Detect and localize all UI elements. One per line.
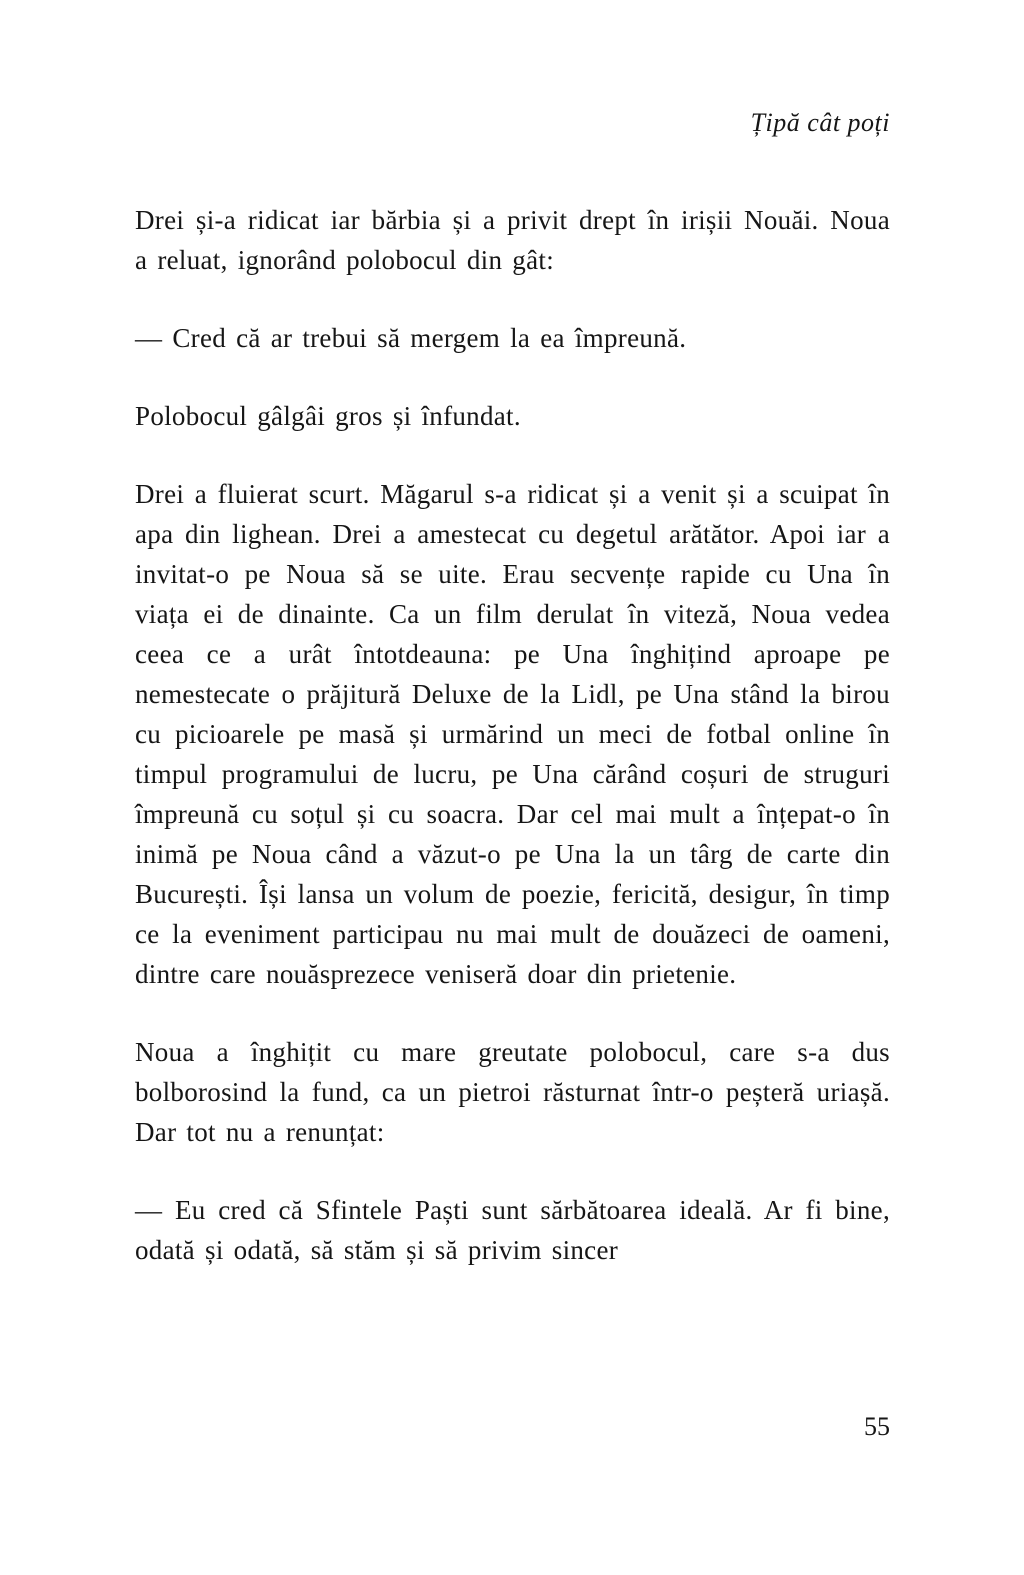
running-header: Țipă cât poți [750, 108, 890, 137]
page-number: 55 [864, 1412, 890, 1441]
paragraph: Polobocul gâlgâi gros și înfundat. [135, 401, 521, 431]
paragraph-dialogue: — Eu cred că Sfintele Paști sunt sărbătoarea ideală. Ar fi bine, odată și odată, să stăm și să privim sincer [135, 1195, 890, 1265]
paragraph: Drei a fluierat scurt. Măgarul s-a ridicat și a venit și a scuipat în apa din lighean. Drei a amestecat cu degetul arătător. Apoi iar a invitat-o pe Noua să se uite. Erau secvențe rapide cu Una în viața ei de dinainte. Ca un film derulat în viteză, Noua vedea ceea ce a urât întotdeauna: pe Una înghițind aproape pe nemestecate o prăjitură Deluxe de la Lidl, pe Una stând la birou cu picioarele pe masă și urmărind un meci de fotbal online în timpul programului de lucru, pe Una cărând coșuri de struguri împreună cu soțul și cu soacra. Dar cel mai mult a înțepat-o în inimă pe Noua când a văzut-o pe Una la un târg de carte din București. Își lansa un volum de poezie, fericită, desigur, în timp ce la eveniment participau nu mai mult de douăzeci de oameni, dintre care nouăsprezece veniseră doar din prietenie. [135, 479, 890, 989]
paragraph-dialogue: — Cred că ar trebui să mergem la ea împreună. [135, 323, 687, 353]
page-body [135, 200, 890, 1270]
paragraph: Drei și-a ridicat iar bărbia și a privit drept în irișii Nouăi. Noua a reluat, ignorând polobocul din gât: [135, 205, 890, 275]
paragraph: Noua a înghițit cu mare greutate polobocul, care s-a dus bolborosind la fund, ca un pietroi răsturnat într-o peșteră uriașă. Dar tot nu a renunțat: [135, 1037, 890, 1147]
